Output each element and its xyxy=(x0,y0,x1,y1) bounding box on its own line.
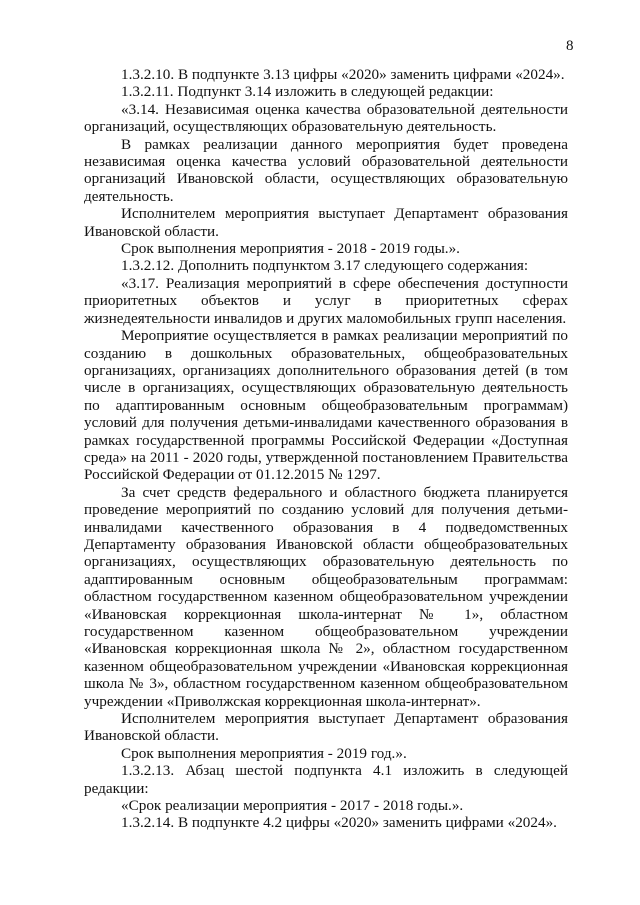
paragraph: «3.14. Независимая оценка качества образовательной деятельности организаций, осуществляющих образовательную деятельность. xyxy=(84,100,568,136)
paragraph: 1.3.2.14. В подпункте 4.2 цифры «2020» заменить цифрами «2024». xyxy=(121,814,557,832)
document-body xyxy=(84,66,568,832)
paragraph: 1.3.2.11. Подпункт 3.14 изложить в следующей редакции: xyxy=(121,83,494,101)
page-number: 8 xyxy=(566,38,574,54)
paragraph: 1.3.2.10. В подпункте 3.13 цифры «2020» заменить цифрами «2024». xyxy=(121,66,565,83)
paragraph: «3.17. Реализация мероприятий в сфере обеспечения доступности приоритетных объектов и услуг в приоритетных сферах жизнедеятельности инвалидов и других маломобильных групп населения. xyxy=(84,274,568,327)
paragraph: Исполнителем мероприятия выступает Департамент образования Ивановской области. xyxy=(84,710,568,745)
paragraph: Исполнителем мероприятия выступает Департамент образования Ивановской области. xyxy=(84,205,568,240)
paragraph: В рамках реализации данного мероприятия будет проведена независимая оценка качества условий образовательной деятельности организаций Ивановской области, осуществляющих образовательную деятельность. xyxy=(84,135,568,205)
paragraph: Срок выполнения мероприятия - 2018 - 2019 годы.». xyxy=(121,240,460,258)
paragraph: Срок выполнения мероприятия - 2019 год.». xyxy=(121,744,407,762)
paragraph: 1.3.2.13. Абзац шестой подпункта 4.1 изложить в следующей редакции: xyxy=(84,762,568,797)
paragraph: За счет средств федерального и областного бюджета планируется проведение мероприятий по созданию условий для получения детьми-инвалидами качественного образования в 4 подведомственных Департаменту образования Ивановской области общеобразовательных организациях, осуществляющих образовательную деятельность по адаптированным основным общеобразовательным программам: областном государственном казенном общеобразовательном учреждении «Ивановская коррекционная школа-интернат № 1», областном государственном казенном общеобразовательном учреждении «Ивановская коррекционная школа № 2», областном государственном казенном общеобразовательном учреждении «Ивановская коррекционная школа № 3», областном государственном казенном общеобразовательном учреждении «Приволжская коррекционная школа-интернат». xyxy=(84,483,568,710)
paragraph: «Срок реализации мероприятия - 2017 - 2018 годы.». xyxy=(121,797,464,815)
paragraph: Мероприятие осуществляется в рамках реализации мероприятий по созданию в дошкольных образовательных, общеобразовательных организациях, организациях дополнительного образования детей (в том числе в организациях, осуществляющих образовательную деятельность по адаптированным основным общеобразовательным программам) условий для получения детьми-инвалидами качественного образования в рамках государственной программы Российской Федерации «Доступная среда» на 2011 - 2020 годы, утвержденной постановлением Правительства Российской Федерации от 01.12.2015 № 1297. xyxy=(84,327,568,484)
paragraph: 1.3.2.12. Дополнить подпунктом 3.17 следующего содержания: xyxy=(121,257,529,275)
